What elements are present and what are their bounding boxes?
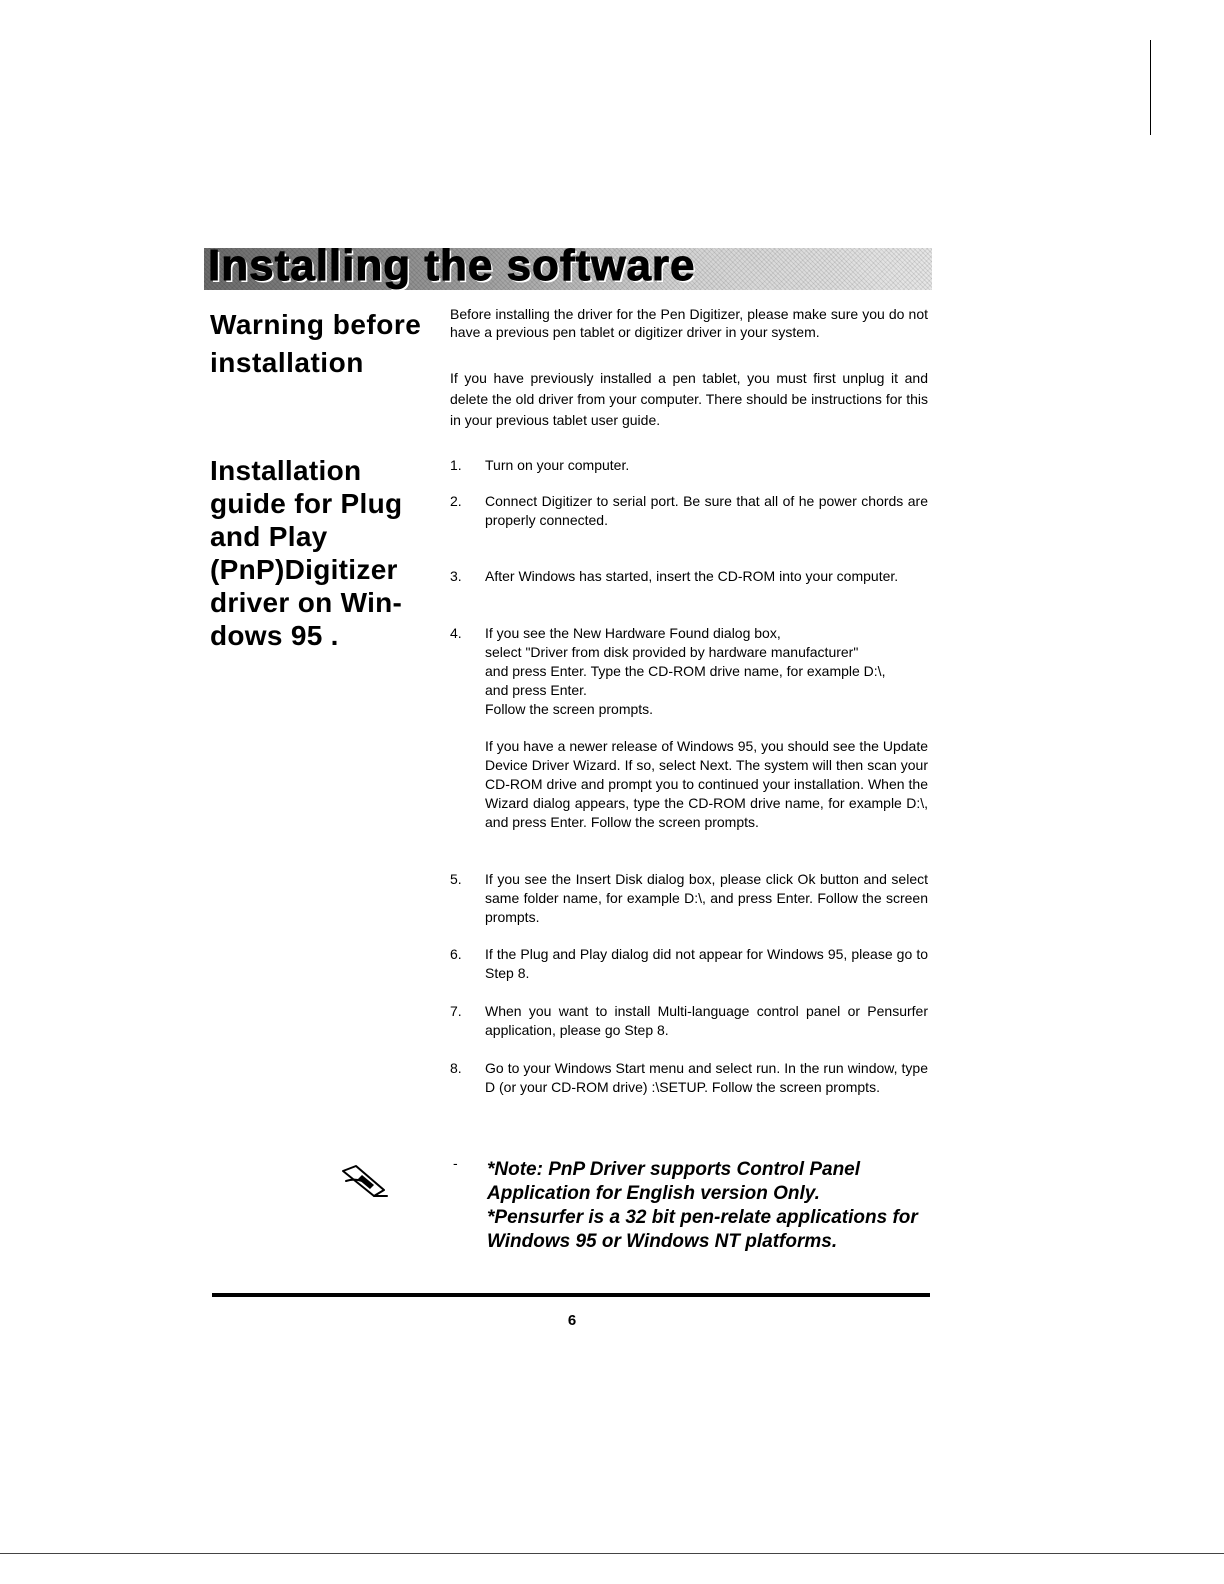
guide-heading-line: and Play bbox=[210, 521, 328, 552]
step-text-line: and press Enter. Type the CD-ROM drive name, for example D:\, bbox=[485, 663, 886, 679]
warning-heading-line: Warning before bbox=[210, 309, 422, 340]
guide-heading bbox=[210, 454, 430, 652]
pen-note-icon bbox=[340, 1163, 390, 1199]
scan-bottom-line bbox=[0, 1553, 1224, 1554]
note-dash: - bbox=[453, 1155, 458, 1171]
guide-heading-line: Installation bbox=[210, 455, 362, 486]
step-text: After Windows has started, insert the CD-ROM into your computer. bbox=[485, 568, 899, 584]
warning-heading bbox=[210, 306, 421, 382]
step-text: Connect Digitizer to serial port. Be sure that all of he power chords are properly connected. bbox=[485, 493, 928, 528]
step-number: 8. bbox=[450, 1060, 462, 1076]
step-text-line: select "Driver from disk provided by hardware manufacturer" bbox=[485, 644, 859, 660]
note-line: Windows 95 or Windows NT platforms. bbox=[487, 1231, 838, 1252]
step-number: 6. bbox=[450, 946, 462, 962]
warning-paragraph-2: If you have previously installed a pen tablet, you must first unplug it and delete the old driver from your computer. There should be instructions for this in your previous tablet user guide. bbox=[450, 370, 928, 428]
step-number: 4. bbox=[450, 625, 462, 641]
step-number: 2. bbox=[450, 493, 462, 509]
step-4-sub-paragraph: If you have a newer release of Windows 95, you should see the Update Device Driver Wizard. If so, select Next. The system will then scan your CD-ROM drive and prompt you to continued your installation. When the Wizard dialog appears, type the CD-ROM drive name, for example D:\, and press Enter. Follow the screen prompts. bbox=[485, 738, 928, 830]
scan-edge-line bbox=[1150, 40, 1151, 135]
note-line: *Pensurfer is a 32 bit pen-relate applications for bbox=[487, 1207, 918, 1228]
step-number: 1. bbox=[450, 457, 462, 473]
guide-heading-line: guide for Plug bbox=[210, 488, 403, 519]
warning-paragraph-1: Before installing the driver for the Pen Digitizer, please make sure you do not have a previous pen tablet or digitizer driver in your system. bbox=[450, 306, 928, 340]
footer-rule bbox=[212, 1293, 930, 1297]
step-text: If you see the Insert Disk dialog box, please click Ok button and select same folder name, for example D:\, and press Enter. Follow the screen prompts. bbox=[485, 871, 928, 925]
step-number: 7. bbox=[450, 1003, 462, 1019]
step-text-line: and press Enter. bbox=[485, 682, 587, 698]
guide-heading-line: (PnP)Digitizer bbox=[210, 554, 398, 585]
guide-heading-line: driver on Win- bbox=[210, 587, 403, 618]
note-line: *Note: PnP Driver supports Control Panel bbox=[487, 1159, 861, 1180]
step-text: When you want to install Multi-language control panel or Pensurfer application, please go Step 8. bbox=[485, 1003, 928, 1038]
note-text bbox=[487, 1158, 932, 1254]
step-text: Turn on your computer. bbox=[485, 457, 630, 473]
step-text: Go to your Windows Start menu and select run. In the run window, type D (or your CD-ROM drive) :\SETUP. Follow the screen prompts. bbox=[485, 1060, 928, 1095]
step-text: If the Plug and Play dialog did not appear for Windows 95, please go to Step 8. bbox=[485, 946, 928, 981]
page-title: Installing the software bbox=[208, 241, 696, 290]
page-number: 6 bbox=[567, 1312, 577, 1329]
step-text-line: If you see the New Hardware Found dialog box, bbox=[485, 625, 781, 641]
step-text bbox=[485, 624, 928, 719]
step-number: 5. bbox=[450, 871, 462, 887]
guide-heading-line: dows 95 . bbox=[210, 620, 339, 651]
step-text-line: Follow the screen prompts. bbox=[485, 701, 654, 717]
note-line: Application for English version Only. bbox=[487, 1183, 820, 1204]
step-number: 3. bbox=[450, 568, 462, 584]
warning-heading-line: installation bbox=[210, 347, 364, 378]
